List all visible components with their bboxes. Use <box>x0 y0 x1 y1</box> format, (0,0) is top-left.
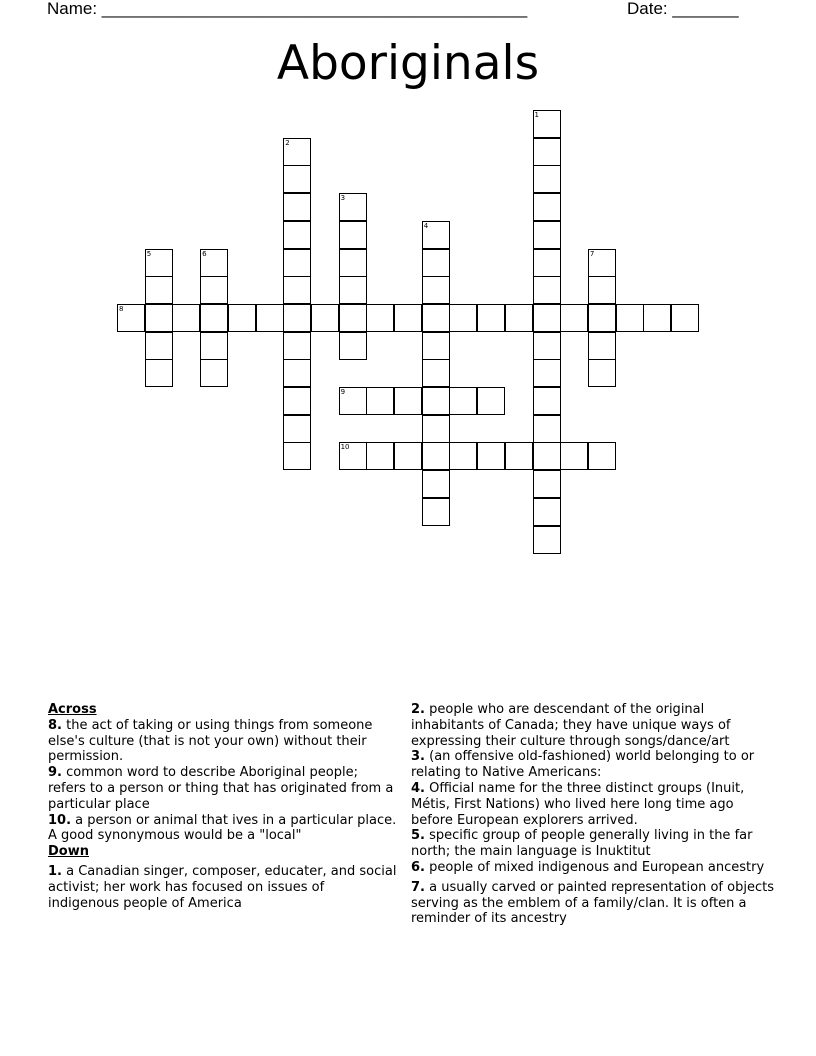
grid-cell[interactable] <box>643 304 671 332</box>
name-field-label: Name: _____________________________________________ <box>47 0 528 18</box>
grid-cell[interactable] <box>283 221 311 249</box>
clue-number-label: 8 <box>119 304 124 313</box>
grid-cell[interactable] <box>588 359 616 387</box>
grid-cell[interactable] <box>394 304 422 332</box>
clue-number: 5. <box>411 828 425 844</box>
clue-text: common word to describe Aboriginal people; refers to a person or thing that has originated from a particular place <box>48 765 394 812</box>
grid-cell[interactable] <box>117 304 145 332</box>
clue-across-8 <box>48 718 398 765</box>
grid-cell[interactable] <box>200 304 228 332</box>
grid-cell[interactable] <box>366 442 394 470</box>
grid-cell[interactable] <box>283 442 311 470</box>
grid-cell[interactable] <box>283 332 311 360</box>
grid-cell[interactable] <box>533 110 561 138</box>
grid-cell[interactable] <box>671 304 699 332</box>
grid-cell[interactable] <box>422 415 450 443</box>
grid-cell[interactable] <box>422 249 450 277</box>
grid-cell[interactable] <box>283 138 311 166</box>
grid-cell[interactable] <box>422 498 450 526</box>
page-title: Aboriginals <box>276 36 540 91</box>
clues-column-left <box>48 702 398 911</box>
clue-number: 8. <box>48 717 62 733</box>
grid-cell[interactable] <box>533 276 561 304</box>
grid-cell[interactable] <box>394 387 422 415</box>
grid-cell[interactable] <box>311 304 339 332</box>
grid-cell[interactable] <box>533 498 561 526</box>
grid-cell[interactable] <box>533 221 561 249</box>
clue-number: 2. <box>411 702 425 717</box>
clue-number: 7. <box>411 879 425 895</box>
grid-cell[interactable] <box>200 332 228 360</box>
grid-cell[interactable] <box>145 359 173 387</box>
clue-text: a Canadian singer, composer, educater, and social activist; her work has focused on issues of indigenous people of America <box>48 863 397 911</box>
grid-cell[interactable] <box>422 276 450 304</box>
grid-cell[interactable] <box>533 193 561 221</box>
grid-cell[interactable] <box>560 442 588 470</box>
grid-cell[interactable] <box>145 276 173 304</box>
grid-cell[interactable] <box>616 304 644 332</box>
grid-cell[interactable] <box>533 470 561 498</box>
grid-cell[interactable] <box>533 387 561 415</box>
grid-cell[interactable] <box>588 276 616 304</box>
grid-cell[interactable] <box>422 387 450 415</box>
grid-cell[interactable] <box>505 304 533 332</box>
clue-down-1 <box>48 864 398 911</box>
grid-cell[interactable] <box>422 221 450 249</box>
clue-down-6 <box>411 860 776 876</box>
grid-cell[interactable] <box>283 387 311 415</box>
clue-text: people of mixed indigenous and European ancestry <box>424 859 765 875</box>
clue-number-label: 1 <box>534 111 539 119</box>
grid-cell[interactable] <box>588 442 616 470</box>
grid-cell[interactable] <box>505 442 533 470</box>
grid-cell[interactable] <box>283 276 311 304</box>
clue-number-label: 7 <box>589 249 595 258</box>
clue-text: (an offensive old-fashioned) world belonging to or relating to Native Americans: <box>411 749 755 781</box>
grid-cell[interactable] <box>200 249 228 277</box>
grid-cell[interactable] <box>172 304 200 332</box>
clue-down-5 <box>411 828 776 860</box>
clue-text: specific group of people generally living in the far north; the main language is Inuktitut <box>411 828 753 860</box>
clue-number: 10. <box>48 812 72 828</box>
clue-text: a person or animal that ives in a particular place. A good synonymous would be a "local" <box>48 812 397 844</box>
grid-cell[interactable] <box>339 221 367 249</box>
clue-number: 9. <box>48 765 62 781</box>
clue-down-3 <box>411 749 776 781</box>
grid-cell[interactable] <box>228 304 256 332</box>
grid-cell[interactable] <box>422 442 450 470</box>
grid-cell[interactable] <box>283 304 311 332</box>
grid-cell[interactable] <box>422 359 450 387</box>
grid-cell[interactable] <box>588 304 616 332</box>
grid-cell[interactable] <box>422 332 450 360</box>
grid-cell[interactable] <box>145 249 173 277</box>
grid-cell[interactable] <box>533 304 561 332</box>
grid-cell[interactable] <box>588 332 616 360</box>
grid-cell[interactable] <box>533 442 561 470</box>
grid-cell[interactable] <box>477 387 505 415</box>
grid-cell[interactable] <box>477 304 505 332</box>
grid-cell[interactable] <box>449 387 477 415</box>
grid-cell[interactable] <box>533 415 561 443</box>
grid-cell[interactable] <box>533 359 561 387</box>
clue-down-2 <box>411 702 776 749</box>
grid-cell[interactable] <box>449 304 477 332</box>
clue-text: people who are descendant of the original inhabitants of Canada; they have unique ways of expressing their culture through songs/dance/art <box>411 702 731 749</box>
clue-number: 1. <box>48 863 62 879</box>
grid-cell[interactable] <box>200 359 228 387</box>
clue-text: the act of taking or using things from someone else's culture (that is not your own) without their permission. <box>48 717 373 765</box>
clue-number-label: 10 <box>340 443 350 452</box>
grid-cell[interactable] <box>533 526 561 554</box>
clue-number-label: 2 <box>285 138 290 147</box>
date-field-label: Date: _______ <box>627 0 739 18</box>
grid-cell[interactable] <box>283 415 311 443</box>
across-heading: Across <box>48 702 97 717</box>
grid-cell[interactable] <box>533 249 561 277</box>
clue-number-label: 6 <box>202 249 207 258</box>
grid-cell[interactable] <box>283 359 311 387</box>
grid-cell[interactable] <box>366 387 394 415</box>
grid-cell[interactable] <box>283 193 311 221</box>
clue-text: a usually carved or painted representation of objects serving as the emblem of a family/clan. It is often a reminder of its ancestry <box>411 879 774 927</box>
grid-cell[interactable] <box>366 304 394 332</box>
clue-across-10 <box>48 813 398 845</box>
grid-cell[interactable] <box>256 304 284 332</box>
grid-cell[interactable] <box>339 442 367 470</box>
clue-number: 4. <box>411 780 425 796</box>
grid-cell[interactable] <box>339 276 367 304</box>
clue-number-label: 5 <box>146 249 152 258</box>
clue-across-9 <box>48 765 398 812</box>
grid-cell[interactable] <box>477 442 505 470</box>
clue-number: 3. <box>411 749 425 765</box>
grid-cell[interactable] <box>560 304 588 332</box>
grid-cell[interactable] <box>422 470 450 498</box>
grid-cell[interactable] <box>533 332 561 360</box>
grid-cell[interactable] <box>533 138 561 166</box>
grid-cell[interactable] <box>422 304 450 332</box>
grid-cell[interactable] <box>145 332 173 360</box>
grid-cell[interactable] <box>339 332 367 360</box>
grid-cell[interactable] <box>449 442 477 470</box>
grid-cell[interactable] <box>339 304 367 332</box>
grid-cell[interactable] <box>339 193 367 221</box>
clue-down-4 <box>411 781 776 828</box>
grid-cell[interactable] <box>200 276 228 304</box>
clue-number-label: 4 <box>423 221 429 230</box>
clue-down-7 <box>411 880 776 927</box>
down-heading: Down <box>48 844 89 860</box>
grid-cell[interactable] <box>283 165 311 193</box>
grid-cell[interactable] <box>588 249 616 277</box>
clue-number: 6. <box>411 859 425 875</box>
clue-number-label: 3 <box>340 194 346 203</box>
grid-cell[interactable] <box>339 387 367 415</box>
grid-cell[interactable] <box>339 249 367 277</box>
grid-cell[interactable] <box>145 304 173 332</box>
clue-number-label: 9 <box>340 388 346 396</box>
grid-cell[interactable] <box>394 442 422 470</box>
grid-cell[interactable] <box>533 165 561 193</box>
clues-column-right <box>411 702 776 927</box>
clue-text: Official name for the three distinct groups (Inuit, Métis, First Nations) who lived here long time ago before European explorers arrived. <box>411 780 745 828</box>
grid-cell[interactable] <box>283 249 311 277</box>
